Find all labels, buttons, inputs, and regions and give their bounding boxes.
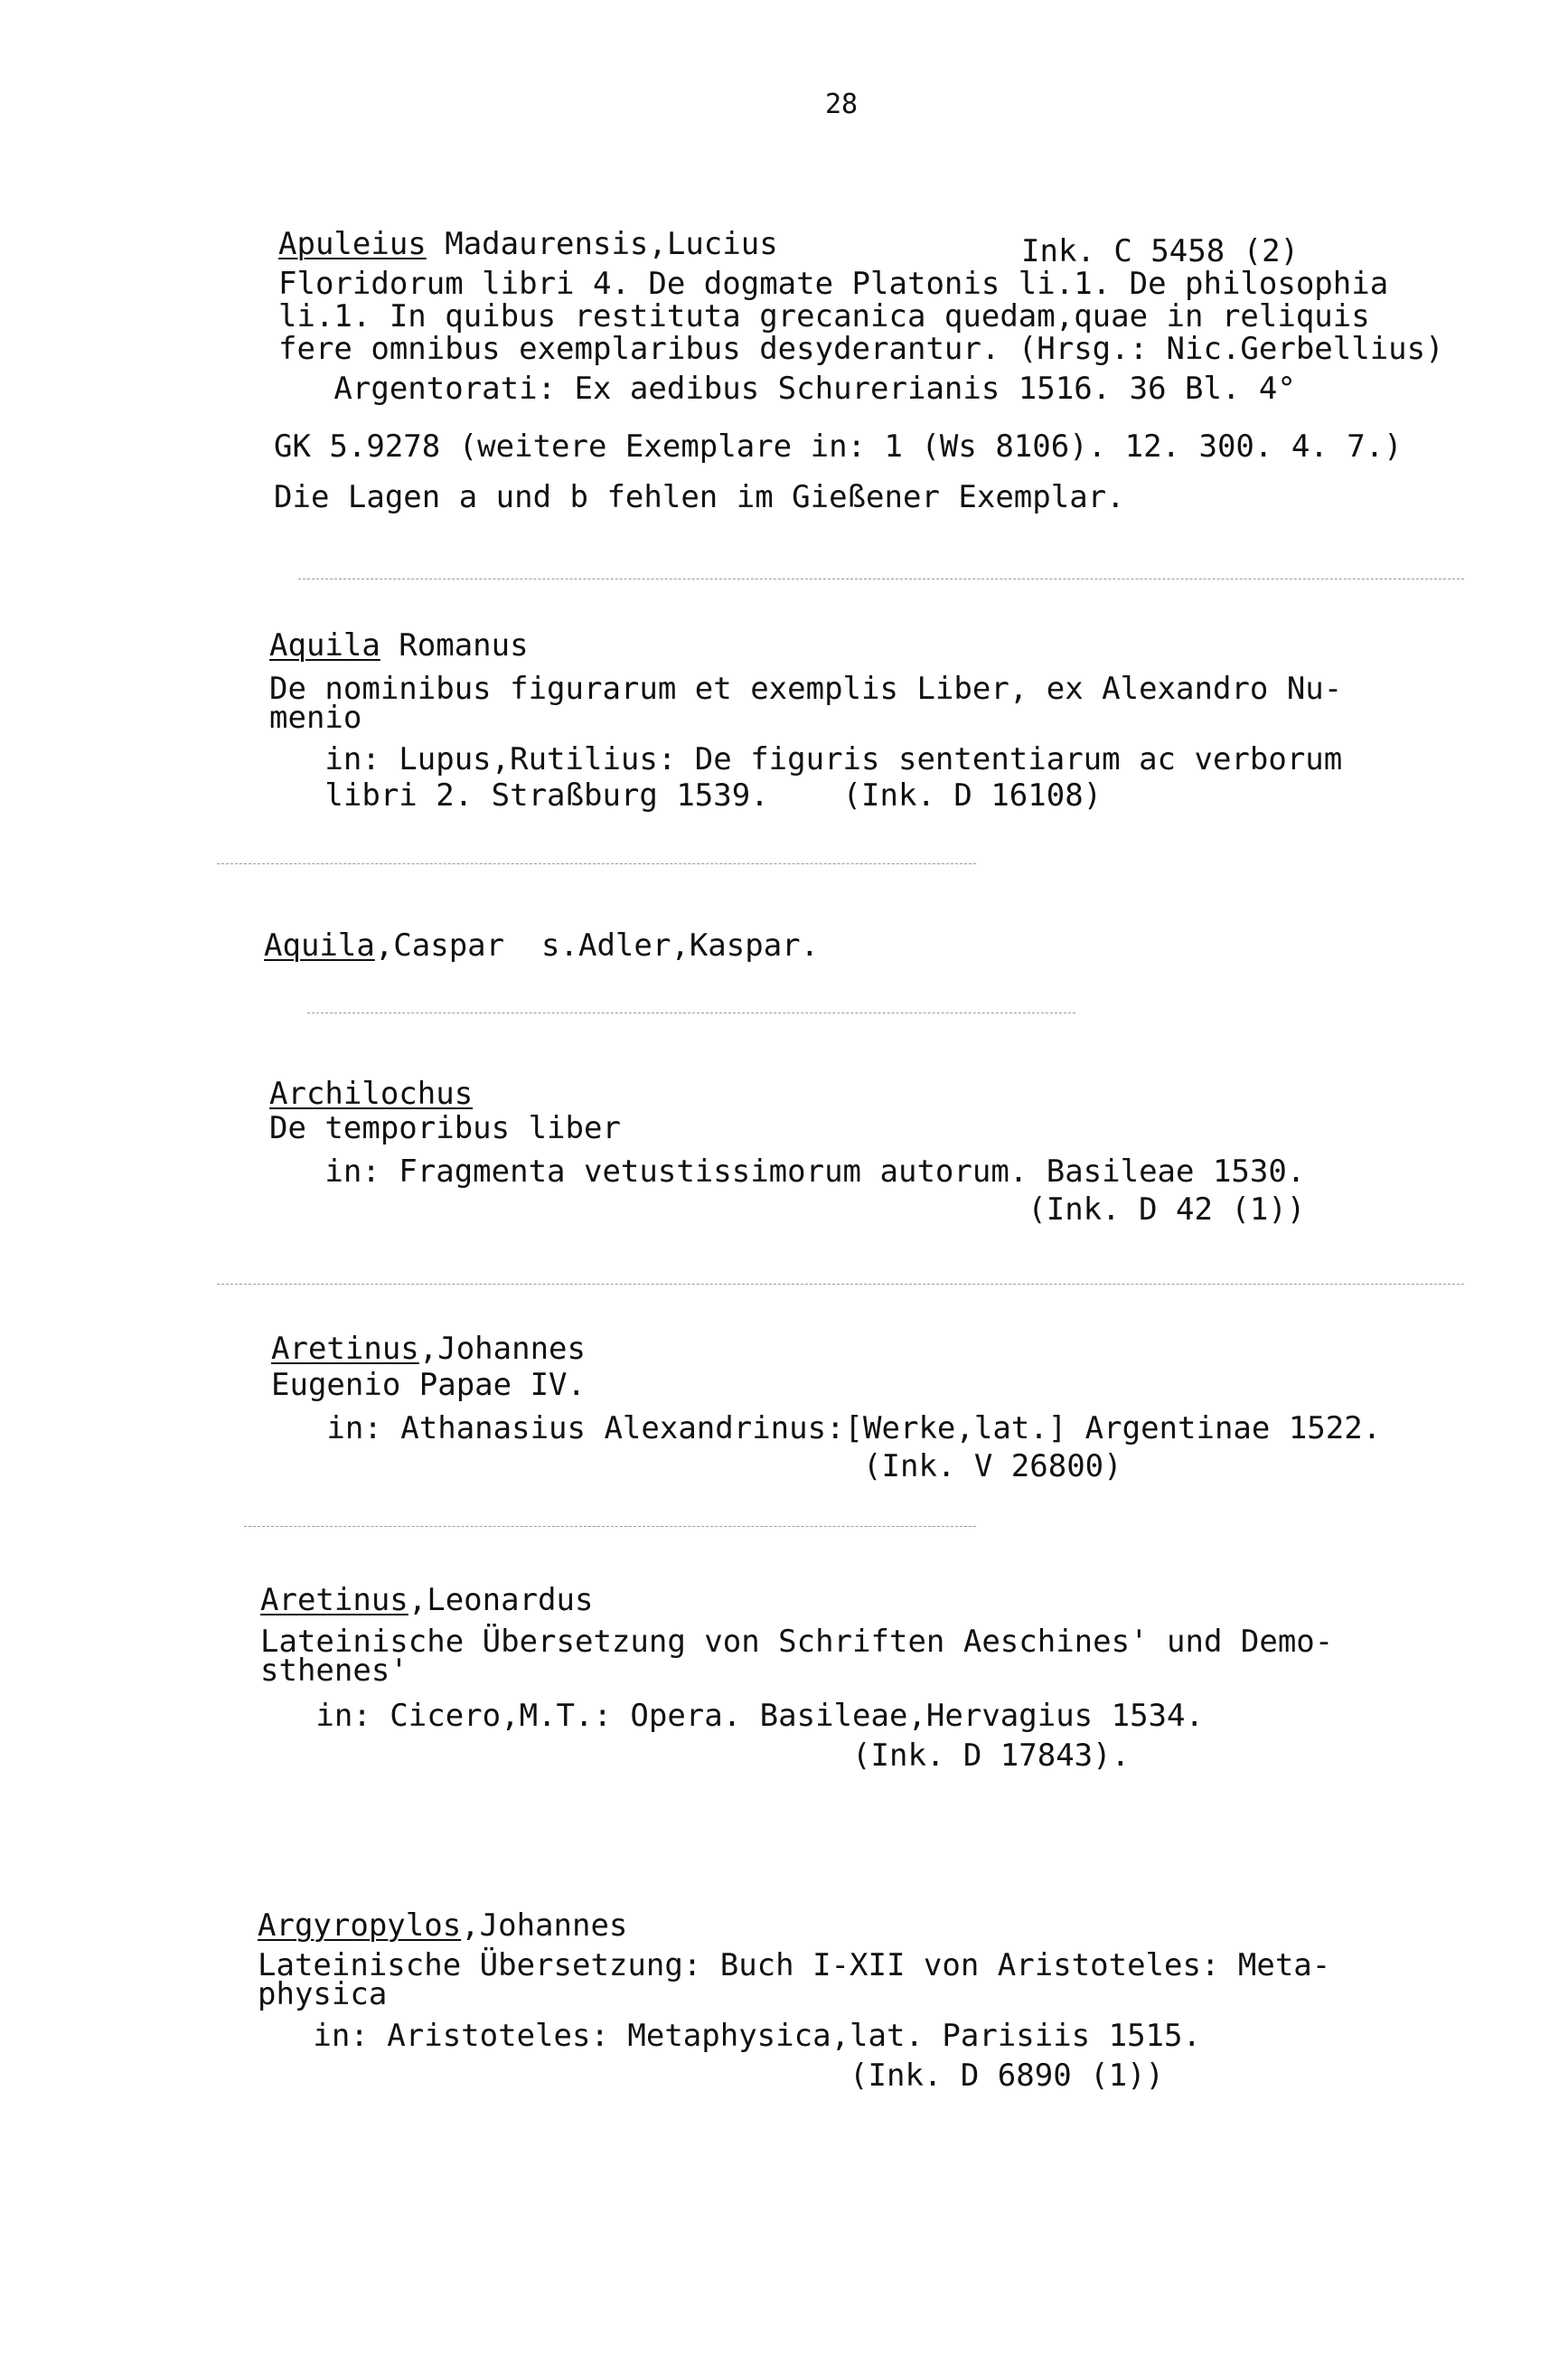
entry-separator — [307, 1012, 1075, 1013]
imprint-line: in: Fragmenta vetustissimorum autorum. Basileae 1530. — [269, 1154, 1306, 1190]
author-surname: Aquila — [264, 928, 375, 964]
shelfmark: Ink. C 5458 (2) — [1021, 233, 1300, 269]
imprint-line: in: Athanasius Alexandrinus:[Werke,lat.] Argentinae 1522. — [271, 1410, 1382, 1446]
author-surname: Aquila — [269, 627, 380, 664]
author-surname: Aretinus — [271, 1331, 419, 1367]
imprint-line: Argentorati: Ex aedibus Schurerianis 1516. 36 Bl. 4° — [278, 371, 1296, 407]
imprint-line: in: Aristoteles: Metaphysica,lat. Parisiis 1515. — [258, 2018, 1201, 2054]
author-surname: Archilochus — [269, 1076, 474, 1112]
shelfmark: (Ink. V 26800) — [271, 1448, 1122, 1484]
title-line: li.1. In quibus restituta grecanica quedam,quae in reliquis — [278, 298, 1370, 334]
title-line: physica — [258, 1976, 388, 2012]
entry-separator — [244, 1526, 976, 1527]
author-surname: Aretinus — [260, 1582, 408, 1618]
author-forename: ,Johannes — [461, 1907, 628, 1944]
imprint-line: in: Cicero,M.T.: Opera. Basileae,Hervagius 1534. — [260, 1698, 1204, 1734]
entry-separator — [217, 1284, 1464, 1285]
entry-separator — [217, 863, 976, 864]
author-forename: Romanus — [380, 627, 529, 664]
author-surname: Apuleius — [278, 226, 427, 262]
imprint-line: in: Lupus,Rutilius: De figuris sententiarum ac verborum — [269, 741, 1343, 777]
entry-heading — [258, 1907, 627, 1944]
author-forename: ,Leonardus — [408, 1582, 594, 1618]
entry-heading — [269, 627, 529, 664]
author-forename: ,Johannes — [418, 1331, 586, 1367]
title-line: menio — [269, 700, 362, 736]
title-line: De temporibus liber — [269, 1110, 621, 1146]
imprint-line: libri 2. Straßburg 1539. (Ink. D 16108) — [269, 777, 1103, 814]
page-number: 28 — [825, 89, 859, 120]
author-forename: Madaurensis,Lucius — [426, 226, 778, 262]
entry-heading — [264, 928, 819, 964]
title-line: Lateinische Übersetzung von Schriften Aeschines' und Demo- — [260, 1624, 1334, 1660]
note-line: Die Lagen a und b fehlen im Gießener Exemplar. — [274, 479, 1125, 515]
author-surname: Argyropylos — [258, 1907, 462, 1944]
cross-reference: ,Caspar s.Adler,Kaspar. — [374, 928, 820, 964]
entry-heading — [278, 226, 778, 262]
title-line: Floridorum libri 4. De dogmate Platonis li.1. De philosophia — [278, 266, 1389, 302]
shelfmark: (Ink. D 17843). — [260, 1738, 1131, 1774]
title-line: De nominibus figurarum et exemplis Liber, ex Alexandro Nu- — [269, 671, 1343, 707]
title-line: fere omnibus exemplaribus desyderantur. (Hrsg.: Nic.Gerbellius) — [278, 331, 1444, 367]
entry-heading — [269, 1076, 473, 1112]
title-line: Eugenio Papae IV. — [271, 1367, 586, 1403]
entry-heading — [260, 1582, 593, 1618]
entry-heading — [271, 1331, 586, 1367]
title-line: sthenes' — [260, 1653, 408, 1689]
shelfmark: (Ink. D 42 (1)) — [269, 1191, 1306, 1228]
title-line: Lateinische Übersetzung: Buch I-XII von Aristoteles: Meta- — [258, 1947, 1331, 1983]
shelfmark: (Ink. D 6890 (1)) — [258, 2058, 1165, 2094]
gk-reference: GK 5.9278 (weitere Exemplare in: 1 (Ws 8106). 12. 300. 4. 7.) — [274, 429, 1403, 465]
